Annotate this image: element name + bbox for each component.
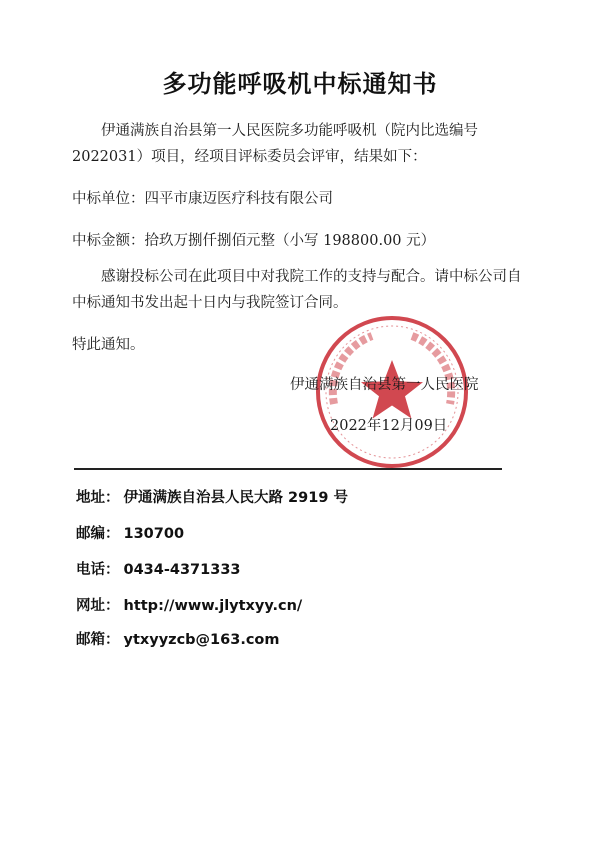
contact-address <box>76 486 348 507</box>
phone-label: 电话： <box>76 562 120 578</box>
website-label: 网址： <box>76 598 120 614</box>
divider <box>74 468 502 470</box>
thanks-paragraph: 感谢投标公司在此项目中对我院工作的支持与配合。请中标公司自中标通知书发出起十日内与我院签订合同。 <box>72 269 522 311</box>
contact-phone <box>76 558 241 579</box>
address-value: 伊通满族自治县人民大路 2919 号 <box>123 490 348 506</box>
amount-field <box>72 228 435 254</box>
amount-label: 中标金额： <box>72 233 145 249</box>
intro-paragraph: 伊通满族自治县第一人民医院多功能呼吸机（院内比选编号2022031）项目，经项目评标委员会评审，结果如下： <box>72 123 478 165</box>
address-label: 地址： <box>76 490 120 506</box>
winner-label: 中标单位： <box>72 191 145 207</box>
winner-value: 四平市康迈医疗科技有限公司 <box>144 191 333 207</box>
issuer-name: 伊通满族自治县第一人民医院 <box>290 377 479 393</box>
contact-email <box>76 628 280 649</box>
closing-line: 特此通知。 <box>72 337 145 353</box>
postcode-value: 130700 <box>123 526 185 542</box>
website-value: http://www.jlytxyy.cn/ <box>123 598 303 614</box>
issue-date: 2022年12月09日 <box>330 418 448 434</box>
email-label: 邮箱： <box>76 632 120 648</box>
phone-value: 0434-4371333 <box>123 562 241 578</box>
page-title: 多功能呼吸机中标通知书 <box>162 70 438 98</box>
postcode-label: 邮编： <box>76 526 120 542</box>
winner-field <box>72 186 333 212</box>
contact-postcode <box>76 522 184 543</box>
contact-website <box>76 594 302 615</box>
email-value: ytxyyzcb@163.com <box>123 632 280 648</box>
amount-value: 拾玖万捌仟捌佰元整（小写 198800.00 元） <box>144 233 436 249</box>
